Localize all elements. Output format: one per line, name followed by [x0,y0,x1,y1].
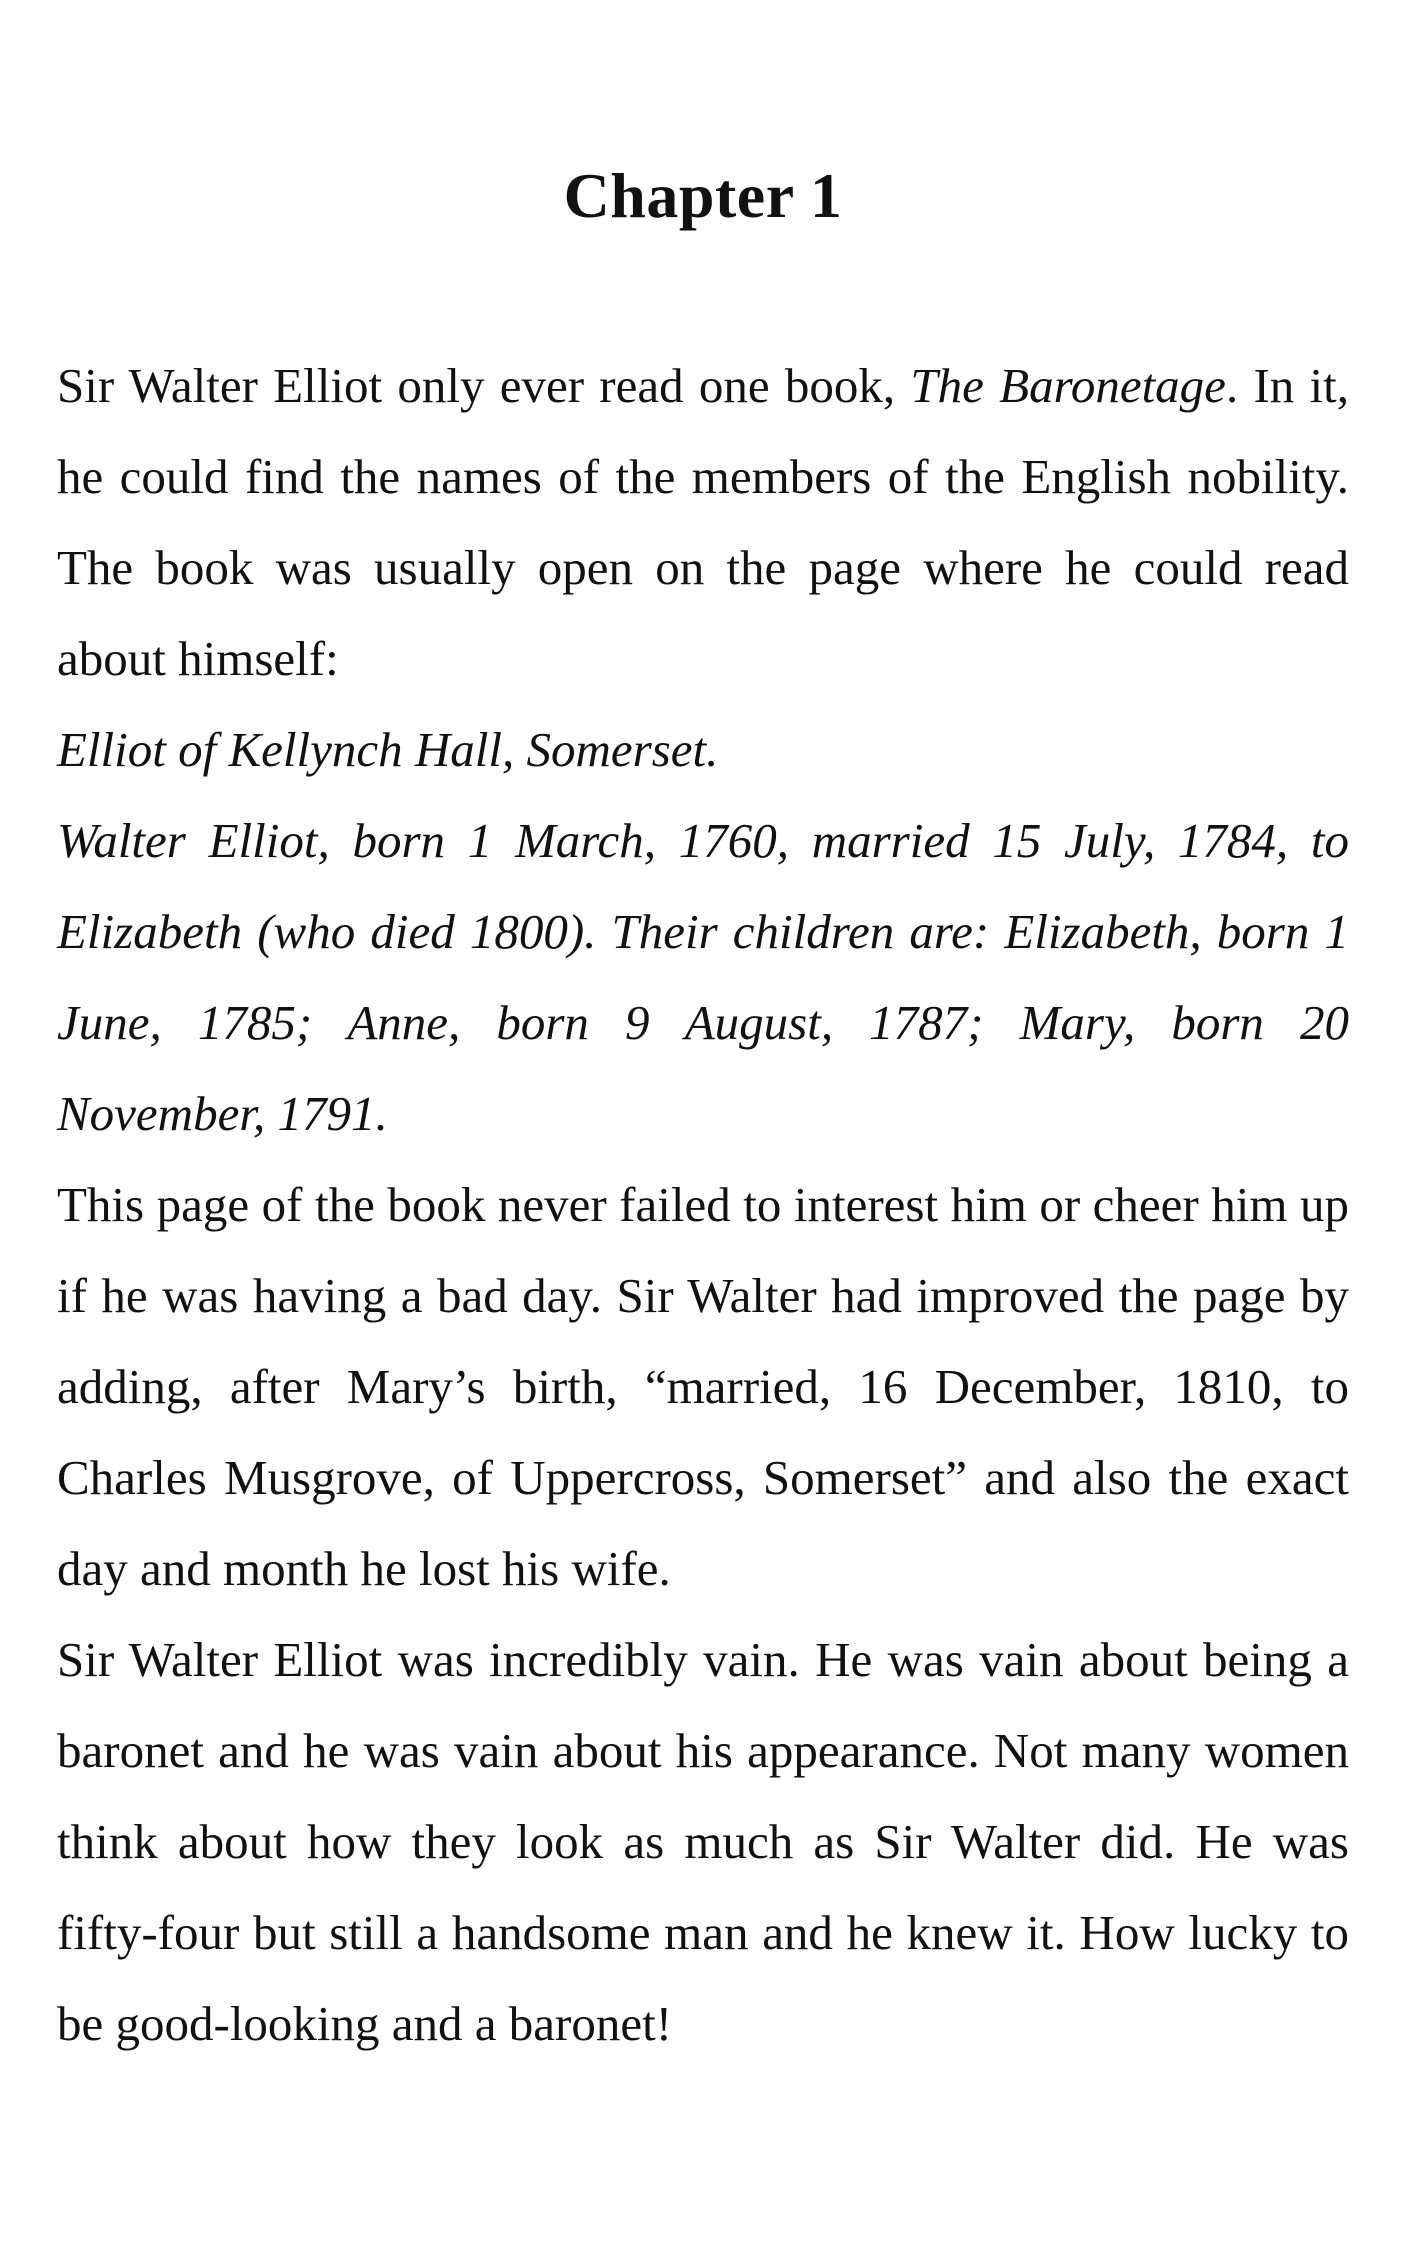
paragraph-intro-end: . In it, he could find the names of the members of the English nobility. The book was usually open on the page where he could read about himself: [57,358,1350,686]
book-title: The Baronetage [910,358,1226,413]
paragraph-intro [57,340,1349,704]
baronetage-entry-heading: Elliot of Kellynch Hall, Somerset. [57,722,719,777]
chapter-body [57,340,1349,2069]
paragraph-page-improved: This page of the book never failed to interest him or cheer him up if he was having a bad day. Sir Walter had improved the page by adding, after Mary’s birth, “married, 16 December, 1810, to Charles Musgrove, of Uppercross, Somerset” and also the exact day and month he lost his wife. [57,1177,1349,1596]
book-page [57,0,1349,2250]
baronetage-entry-body: Walter Elliot, born 1 March, 1760, married 15 July, 1784, to Elizabeth (who died 1800). Their children are: Elizabeth, born 1 June, 1785; Anne, born 9 August, 1787; Mary, born 20 November, 1791. [57,813,1349,1141]
paragraph-intro-start: Sir Walter Elliot only ever read one book, [57,358,911,413]
chapter-title: Chapter 1 [563,160,843,231]
paragraph-vanity: Sir Walter Elliot was incredibly vain. He was vain about being a baronet and he was vain about his appearance. Not many women think about how they look as much as Sir Walter did. He was fifty-four but still a handsome man and he knew it. How lucky to be good-looking and a baronet! [57,1632,1349,2051]
